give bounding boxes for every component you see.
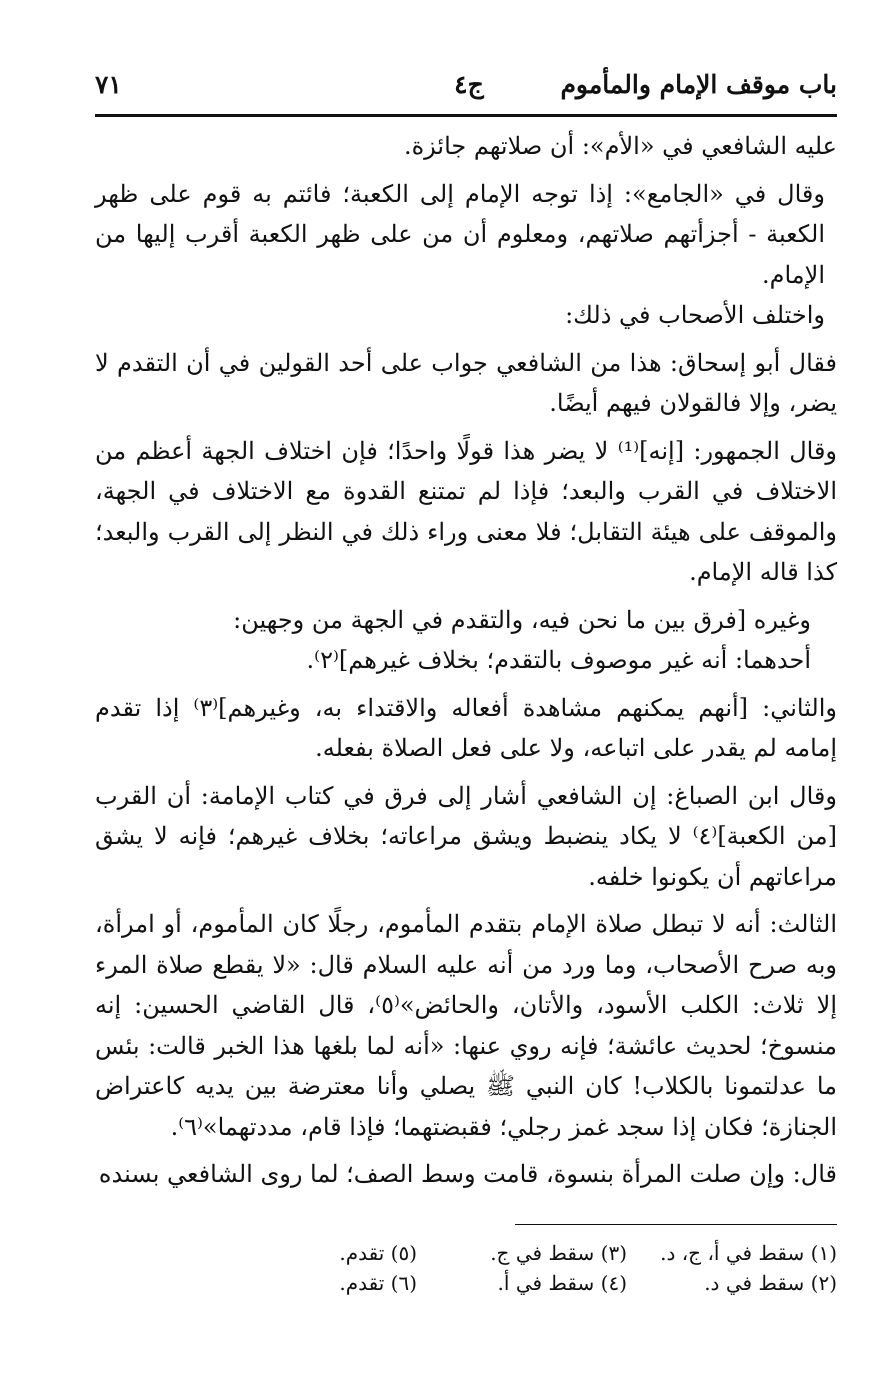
footnote-row [95, 1268, 837, 1298]
paragraph: وقال الجمهور: [إنه]⁽¹⁾ لا يضر هذا قولًا واحدًا؛ فإن اختلاف الجهة أعظم من الاختلاف في القرب والبعد؛ فإذا لم تمتنع القدوة مع الاختلاف في الجهة، والموقف على هيئة التقابل؛ فلا معنى وراء ذلك في النظر إلى القرب والبعد؛ كذا قاله الإمام. [95, 436, 838, 586]
chapter-title: باب موقف الإمام والمأموم [560, 70, 837, 99]
paragraph: الثالث: أنه لا تبطل صلاة الإمام بتقدم المأموم، رجلًا كان المأموم، أو امرأة، وبه صرح الأصحاب، وما ورد من أنه عليه السلام قال: «لا يقطع صلاة المرء إلا ثلاث: الكلب الأسود، والأتان، والحائض»⁽٥⁾، قال القاضي الحسين: إنه منسوخ؛ لحديث عائشة؛ فإنه روي عنها: «أنه لما بلغها هذا الخبر قالت: بئس ما عدلتمونا بالكلاب! كان النبي ﷺ يصلي وأنا معترضة بين يديه كاعتراض الجنازة؛ فكان إذا سجد غمز رجلي؛ فقبضتهما؛ فإذا قام، مددتهما»⁽٦⁾. [95, 910, 838, 1141]
volume-label: ج٤ [454, 70, 484, 99]
page-header [95, 62, 837, 106]
footnote-divider [515, 1224, 837, 1225]
footnote-4: (٤) سقط في أ. [497, 1271, 627, 1295]
footnote-2: (٢) سقط في د. [704, 1271, 837, 1295]
paragraph: وقال ابن الصباغ: إن الشافعي أشار إلى فرق في كتاب الإمامة: أن القرب [من الكعبة]⁽٤⁾ لا يكاد ينضبط ويشق مراعاته؛ بخلاف غيرهم؛ فإنه لا يشق مراعاتهم أن يكونوا خلفه. [95, 781, 838, 891]
paragraph: أحدهما: أنه غير موصوف بالتقدم؛ بخلاف غيرهم]⁽٢⁾. [306, 646, 811, 674]
page-number: ٧١ [95, 70, 122, 99]
paragraph: وقال في «الجامع»: إذا توجه الإمام إلى الكعبة؛ فائتم به قوم على ظهر الكعبة - أجزأتهم صلاتهم، ومعلوم أن من على ظهر الكعبة أقرب إليها من الإمام. [95, 179, 825, 289]
paragraph: عليه الشافعي في «الأم»: أن صلاتهم جائزة. [403, 132, 837, 160]
paragraph: والثاني: [أنهم يمكنهم مشاهدة أفعاله والاقتداء به، وغيرهم]⁽٣⁾ إذا تقدم إمامه لم يقدر على اتباعه، ولا على فعل الصلاة بفعله. [95, 693, 838, 762]
footnote-3: (٣) سقط في ج. [490, 1241, 627, 1265]
paragraph: قال: وإن صلت المرأة بنسوة، قامت وسط الصف؛ لما روى الشافعي بسنده [98, 1160, 837, 1188]
footnote-5: (٥) تقدم. [339, 1241, 417, 1265]
footnotes [95, 1238, 837, 1298]
paragraph: فقال أبو إسحاق: هذا من الشافعي جواب على أحد القولين في أن التقدم لا يضر، وإلا فالقولان فيهم أيضًا. [95, 348, 837, 417]
main-text [95, 126, 837, 1195]
footnote-1: (١) سقط في أ، ج، د. [660, 1241, 837, 1265]
footnote-6: (٦) تقدم. [339, 1271, 417, 1295]
paragraph: واختلف الأصحاب في ذلك: [565, 301, 825, 329]
paragraph: وغيره [فرق بين ما نحن فيه، والتقدم في الجهة من وجهين: [233, 605, 811, 634]
header-divider [95, 114, 837, 117]
footnote-row [95, 1238, 837, 1268]
